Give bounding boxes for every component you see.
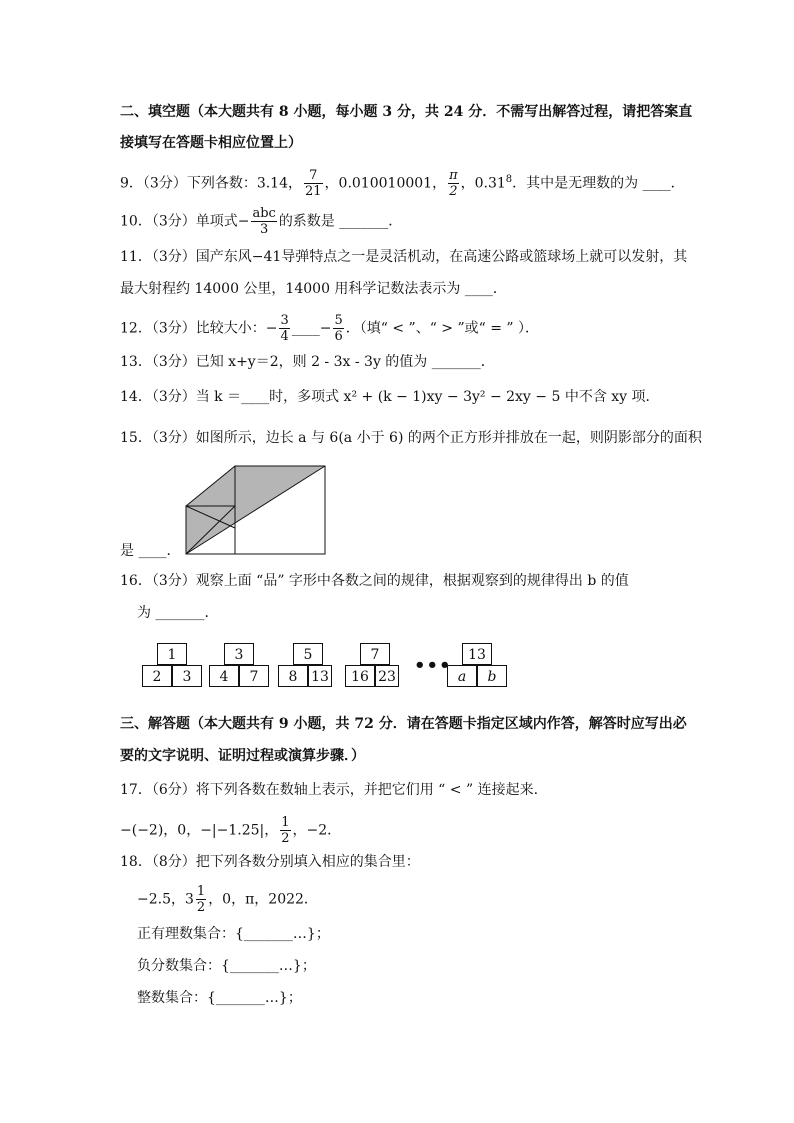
q16-group4-top: 7 xyxy=(360,643,390,665)
q12-mid: ____− xyxy=(291,320,332,337)
question-11-line2: 最大射程约 14000 公里，14000 用科学记数法表示为 ____． xyxy=(120,281,507,297)
question-18-line1: 18．（8分）把下列各数分别填入相应的集合里： xyxy=(120,854,420,870)
q17-fraction xyxy=(280,815,290,846)
q16-group3-right: 13 xyxy=(308,665,332,687)
section2-title-line1: 二、填空题（本大题共有 8 小题，每小题 3 分，共 24 分．不需写出解答过程，请把答案直 xyxy=(120,104,693,120)
q12-prefix: 12．（3分）比较大小：− xyxy=(120,320,278,337)
question-18-numbers xyxy=(137,884,318,915)
question-13: 13．（3分）已知 x+y＝2，则 2 - 3x - 3y 的值为 _______． xyxy=(120,354,495,370)
question-15-line2: 是 ____． xyxy=(120,543,181,559)
q16-ellipsis: ••• xyxy=(414,655,452,676)
q16-group2-left: 4 xyxy=(209,665,239,687)
q16-group5-top: 13 xyxy=(462,643,492,665)
q9-frac1-den: 21 xyxy=(305,184,322,199)
q10-fraction xyxy=(251,206,276,237)
question-11-line1: 11．（3分）国产东风−41导弹特点之一是灵活机动，在高速公路或篮球场上就可以发射，其 xyxy=(120,249,688,265)
q16-group3-left: 8 xyxy=(278,665,308,687)
q16-group5-left: a xyxy=(447,665,477,687)
q9-mid2: ，0.31 xyxy=(460,175,506,192)
q12-fraction-2 xyxy=(333,313,343,344)
q16-group2-top: 3 xyxy=(224,643,254,665)
q17-frac-den: 2 xyxy=(281,831,290,846)
q17-frac-num: 1 xyxy=(281,815,290,830)
question-12 xyxy=(120,313,539,344)
q18-set-negative-fraction: 负分数集合：{_______…}； xyxy=(137,958,316,974)
q12-suffix: ．（填“ < ”、“ > ”或“ = ” ）． xyxy=(345,320,540,337)
q9-suffix: ．其中是无理数的为 ____． xyxy=(512,175,685,192)
q18-set-positive-rational: 正有理数集合：{_______…}； xyxy=(137,926,330,942)
question-17-line1: 17．（6分）将下列各数在数轴上表示，并把它们用 “ < ” 连接起来. xyxy=(120,782,539,798)
q12-frac1-num: 3 xyxy=(280,313,289,328)
q16-group1-top: 1 xyxy=(157,643,187,665)
q16-group2-right: 7 xyxy=(239,665,269,687)
q18-nums-prefix: −2.5，3 xyxy=(137,891,194,908)
q12-frac2-den: 6 xyxy=(334,329,343,344)
question-10 xyxy=(120,206,402,237)
q9-frac2-den: 2 xyxy=(449,184,458,199)
q18-frac-num: 1 xyxy=(196,884,206,899)
section2-title-line2: 接填写在答题卡相应位置上） xyxy=(120,135,302,151)
q10-suffix: 的系数是 _______． xyxy=(278,213,403,230)
question-16-line1: 16．（3分）观察上面 “品” 字形中各数之间的规律，根据观察到的规律得出 b 的值 xyxy=(120,573,629,589)
question-17-line2 xyxy=(120,815,341,846)
q15-squares-figure xyxy=(180,462,330,558)
section3-title-line2: 要的文字说明、证明过程或演算步骤．） xyxy=(120,748,365,764)
q9-prefix: 9．（3分）下列各数：3.14， xyxy=(120,175,302,192)
question-14: 14．（3分）当 k ＝____时，多项式 x² + (k − 1)xy − 3y² − 2xy − 5 中不含 xy 项． xyxy=(120,389,660,405)
question-16-line2: 为 _______． xyxy=(137,605,219,621)
q17-prefix: −(−2)，0，−|−1.25|， xyxy=(120,822,279,839)
q18-set-integer: 整数集合：{_______…}； xyxy=(137,990,302,1006)
q16-group4-right: 23 xyxy=(375,665,399,687)
q10-prefix: 10．（3分）单项式− xyxy=(120,213,250,230)
q9-frac1-num: 7 xyxy=(304,168,323,184)
q16-group3-top: 5 xyxy=(293,643,323,665)
question-9 xyxy=(120,168,685,199)
q9-frac2-num: π xyxy=(449,168,458,183)
q9-fraction-1 xyxy=(304,168,323,199)
q18-fraction xyxy=(196,884,206,915)
q12-fraction-1 xyxy=(279,313,289,344)
q10-frac-den: 3 xyxy=(259,222,269,237)
q9-repeat-mark: 8 xyxy=(505,173,513,185)
q16-group1-left: 2 xyxy=(142,665,172,687)
q17-suffix: ，−2． xyxy=(292,822,342,839)
question-15-line1: 15．（3分）如图所示，边长 a 与 6(a 小于 6) 的两个正方形并排放在一起，则阴影部分的面积 xyxy=(120,430,702,446)
section3-title-line1: 三、解答题（本大题共有 9 小题，共 72 分．请在答题卡指定区域内作答，解答时应写出必 xyxy=(120,716,687,732)
q18-nums-suffix: ，0，π，2022． xyxy=(208,891,318,908)
q9-mid1: ，0.010010001， xyxy=(324,175,447,192)
q9-fraction-2 xyxy=(448,168,459,199)
q10-frac-num: abc xyxy=(252,206,276,221)
q16-group4-left: 16 xyxy=(345,665,375,687)
q16-group5-right: b xyxy=(477,665,507,687)
q16-group1-right: 3 xyxy=(172,665,202,687)
q12-frac2-num: 5 xyxy=(334,313,343,328)
q12-frac1-den: 4 xyxy=(280,329,289,344)
q18-frac-den: 2 xyxy=(196,900,206,915)
